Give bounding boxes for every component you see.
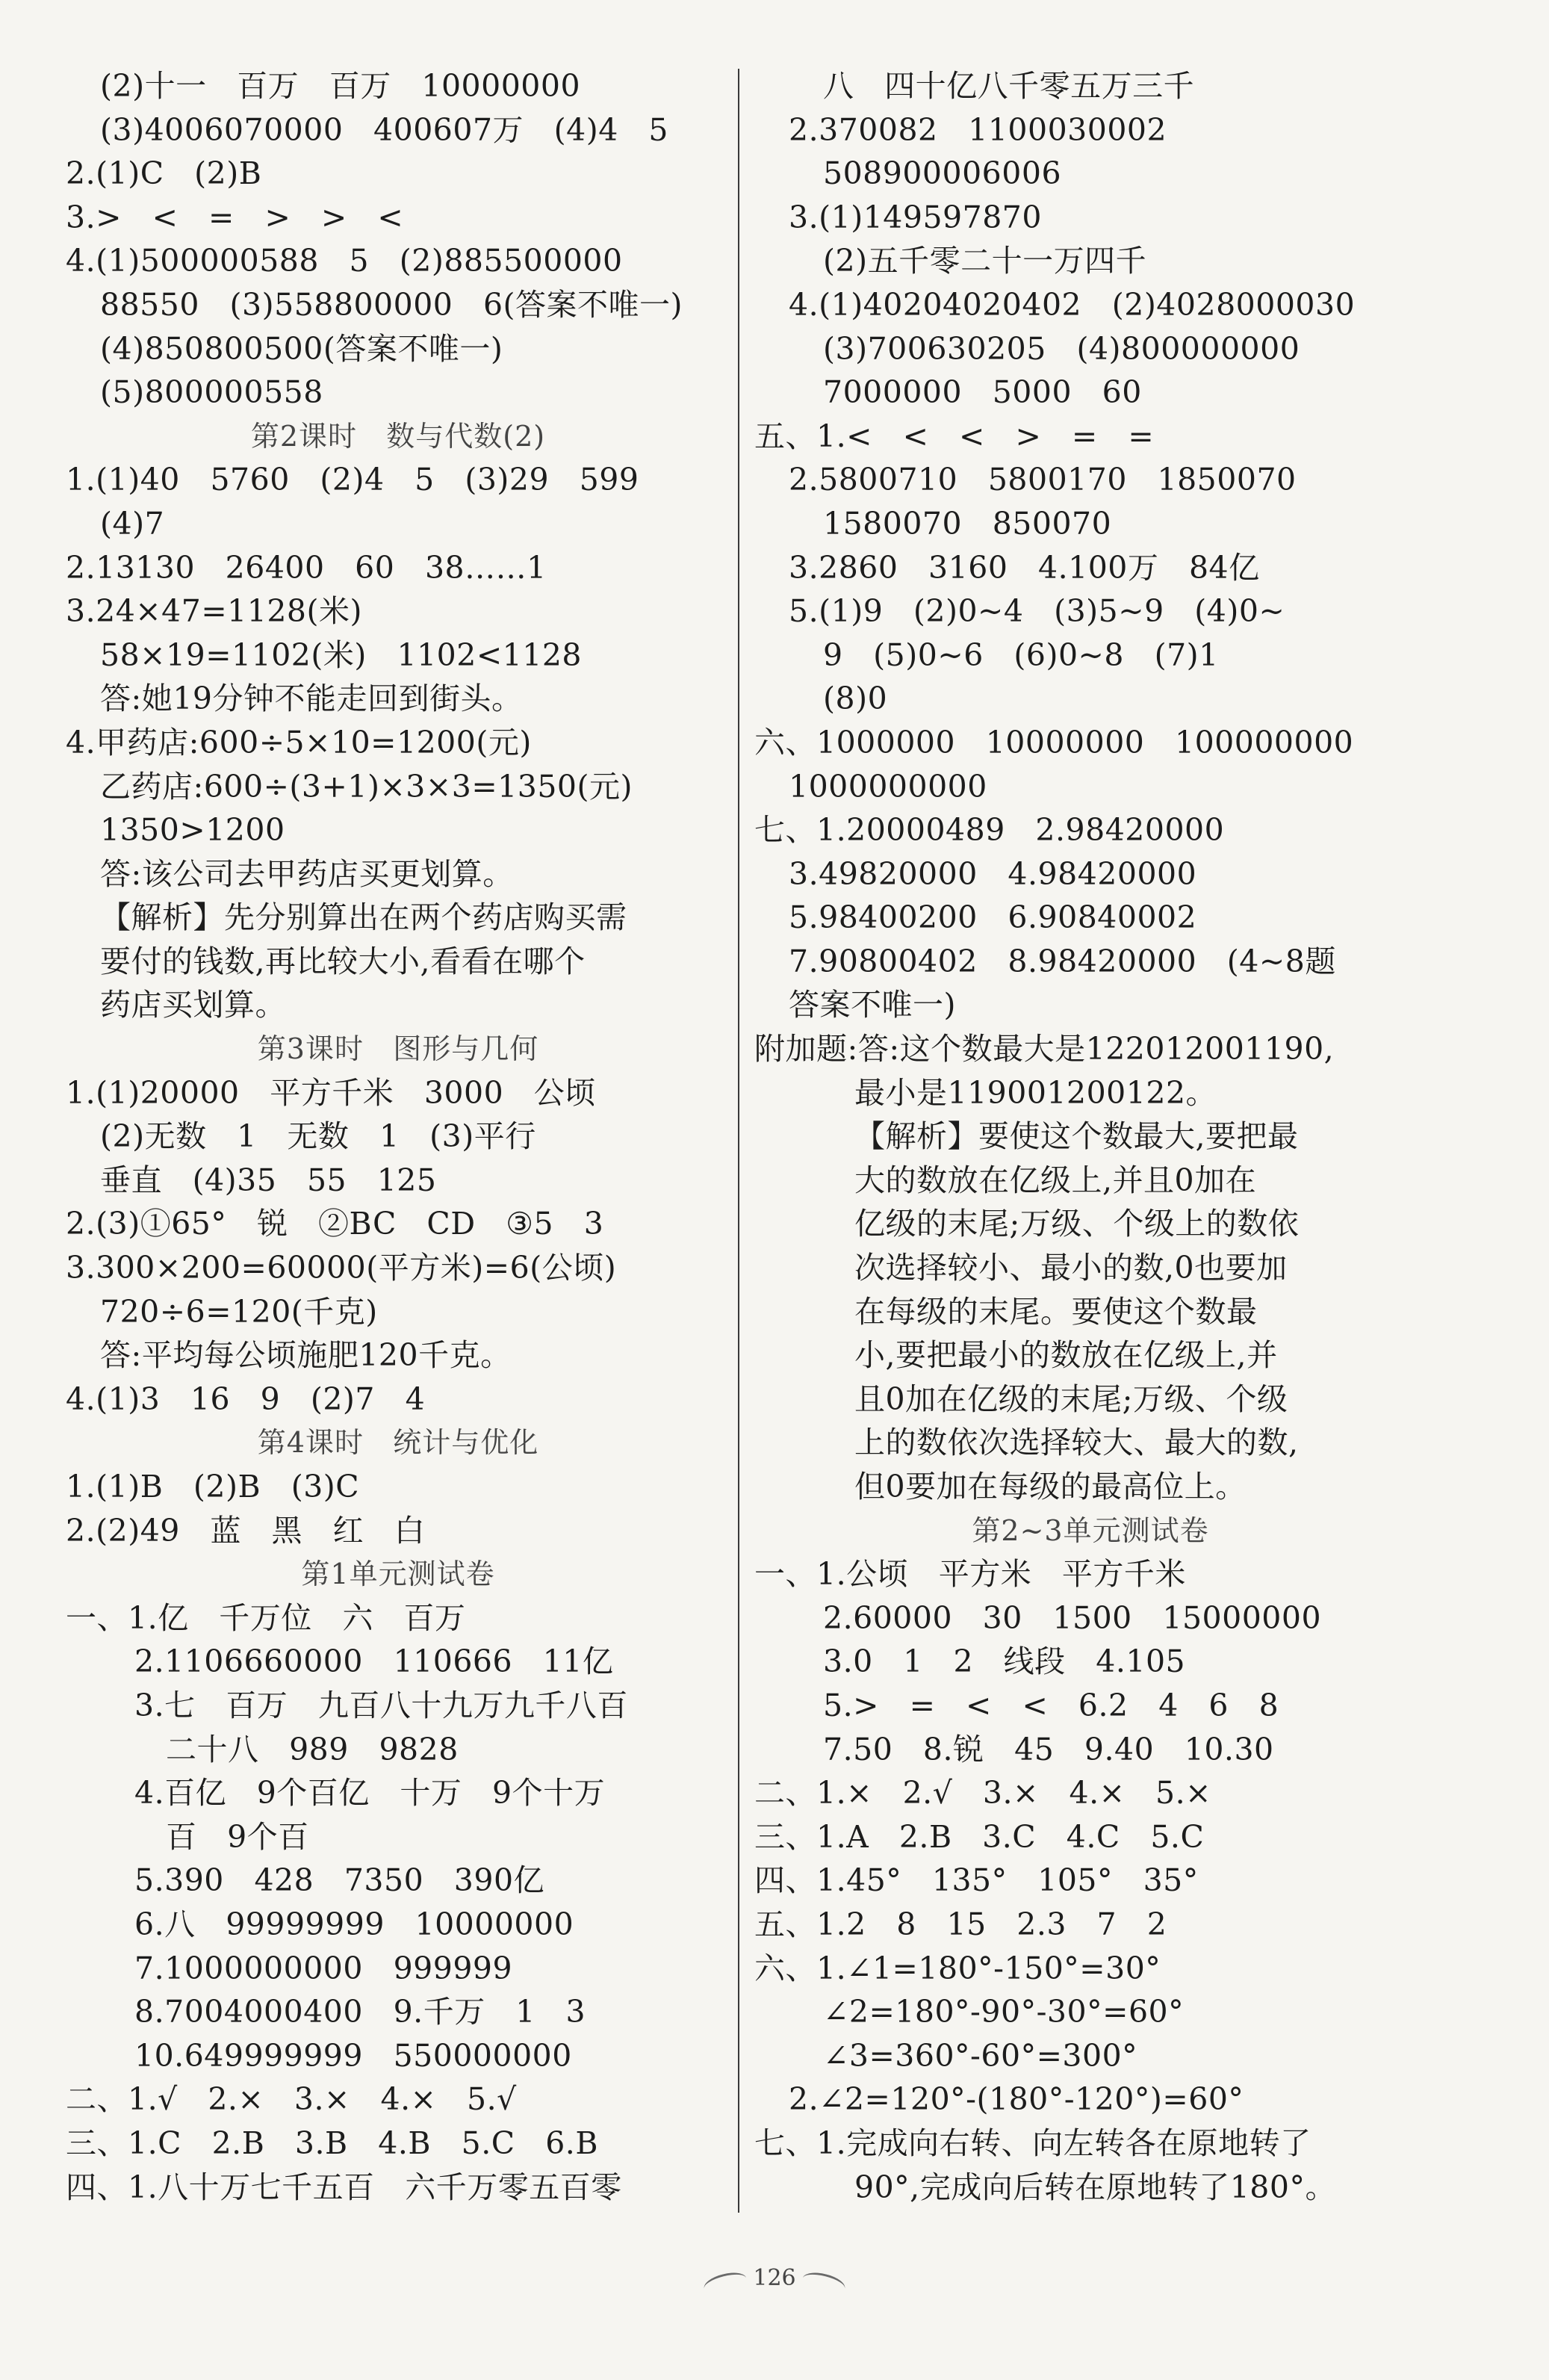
- answer-line: 3.0 1 2 线段 4.105: [823, 1643, 1186, 1680]
- answer-line: ∠2=180°-90°-30°=60°: [823, 1994, 1185, 2030]
- analysis-line: 次选择较小、最小的数,0也要加: [854, 1250, 1288, 1286]
- answer-line: 八 四十亿八千零五万三千: [823, 68, 1195, 104]
- answer-line: 2.5800710 5800170 1850070: [789, 462, 1297, 498]
- answer-line: 五、1.< < < > = =: [754, 418, 1155, 454]
- answer-line: 4.(1)3 16 9 (2)7 4: [66, 1380, 426, 1417]
- section-heading: 第2课时 数与代数(2): [250, 419, 546, 453]
- answer-line: 3.24×47=1128(米): [66, 593, 362, 630]
- answer-line: 一、1.公顷 平方米 平方千米: [754, 1556, 1186, 1593]
- answer-line: 一、1.亿 千万位 六 百万: [66, 1599, 466, 1636]
- answer-line: 88550 (3)558800000 6(答案不唯一): [100, 286, 683, 323]
- answer-line: 1.(1)B (2)B (3)C: [66, 1469, 360, 1504]
- answer-line: 2.(1)C (2)B: [66, 155, 262, 192]
- answer-line: 7000000 5000 60: [823, 374, 1142, 411]
- page-number-text: 126: [753, 2265, 796, 2291]
- answer-line: (3)4006070000 400607万 (4)4 5: [100, 111, 668, 148]
- answer-line: 7.50 8.锐 45 9.40 10.30: [823, 1731, 1274, 1767]
- answer-line: 六、1000000 10000000 100000000: [754, 724, 1354, 760]
- analysis-line: 【解析】要使这个数最大,要把最: [854, 1118, 1299, 1155]
- analysis-line: 亿级的末尾;万级、个级上的数依: [854, 1206, 1300, 1242]
- answer-line: 二、1.× 2.√ 3.× 4.× 5.×: [754, 1775, 1212, 1812]
- answer-line: 10.649999999 550000000: [134, 2037, 572, 2074]
- answer-line: 58×19=1102(米) 1102<1128: [100, 636, 583, 673]
- answer-line: 附加题:答:这个数最大是122012001190,: [754, 1031, 1335, 1067]
- answer-line: 90°,完成向后转在原地转了180°。: [854, 2169, 1336, 2205]
- answer-line: 二、1.√ 2.× 3.× 4.× 5.√: [66, 2081, 517, 2118]
- answer-line: 二十八 989 9828: [166, 1731, 459, 1767]
- answer-line: 4.(1)40204020402 (2)4028000030: [789, 286, 1356, 323]
- answer-line: 1580070 850070: [823, 505, 1112, 542]
- answer-line: 6.八 99999999 10000000: [134, 1906, 574, 1942]
- analysis-line: 药店买划算。: [100, 987, 286, 1023]
- answer-line: 七、1.完成向右转、向左转各在原地转了: [754, 2125, 1311, 2161]
- answer-line: 7.1000000000 999999: [134, 1950, 513, 1986]
- answer-line: 5.> = < < 6.2 4 6 8: [823, 1687, 1279, 1723]
- answer-line: 百 9个百: [166, 1818, 309, 1855]
- answer-line: 答:她19分钟不能走回到街头。: [100, 681, 523, 717]
- answer-line: 七、1.20000489 2.98420000: [754, 812, 1225, 849]
- answer-line: (2)五千零二十一万四千: [823, 243, 1147, 279]
- analysis-line: 小,要把最小的数放在亿级上,并: [854, 1337, 1278, 1374]
- answer-line: 1.(1)40 5760 (2)4 5 (3)29 599: [66, 462, 639, 498]
- answer-line: 4.百亿 9个百亿 十万 9个十万: [134, 1775, 606, 1812]
- analysis-line: 在每级的末尾。要使这个数最: [854, 1293, 1258, 1330]
- answer-line: 3.300×200=60000(平方米)=6(公顷): [66, 1250, 617, 1286]
- left-column: [66, 64, 730, 2209]
- answer-line: 四、1.八十万七千五百 六千万零五百零: [66, 2169, 622, 2205]
- answer-line: 7.90800402 8.98420000 (4~8题: [789, 943, 1336, 979]
- answer-line: 答案不唯一): [789, 987, 956, 1023]
- answer-line: 4.(1)500000588 5 (2)885500000: [66, 243, 623, 279]
- right-column: [754, 64, 1427, 2209]
- answer-line: 2.60000 30 1500 15000000: [823, 1599, 1322, 1636]
- answer-line: 3.七 百万 九百八十九万九千八百: [134, 1687, 628, 1723]
- answer-line: 答:该公司去甲药店买更划算。: [100, 855, 514, 892]
- answer-line: 2.∠2=120°-(180°-120°)=60°: [789, 2081, 1244, 2118]
- answer-line: 答:平均每公顷施肥120千克。: [100, 1337, 512, 1374]
- analysis-line: 且0加在亿级的末尾;万级、个级: [854, 1380, 1288, 1417]
- analysis-line: 要付的钱数,再比较大小,看看在哪个: [100, 943, 586, 979]
- answer-line: 4.甲药店:600÷5×10=1200(元): [66, 724, 532, 760]
- answer-line: 六、1.∠1=180°-150°=30°: [754, 1950, 1161, 1986]
- answer-line: 5.390 428 7350 390亿: [134, 1862, 545, 1899]
- answer-line: 3.49820000 4.98420000: [789, 855, 1197, 892]
- section-heading: 第1单元测试卷: [301, 1558, 495, 1591]
- answer-line: 3.2860 3160 4.100万 84亿: [789, 549, 1260, 586]
- answer-line: 8.7004000400 9.千万 1 3: [134, 1994, 586, 2030]
- answer-line: (2)无数 1 无数 1 (3)平行: [100, 1118, 536, 1155]
- page-number: [0, 2259, 1549, 2307]
- answer-line: 三、1.A 2.B 3.C 4.C 5.C: [754, 1818, 1205, 1855]
- answer-line: 四、1.45° 135° 105° 35°: [754, 1862, 1199, 1899]
- answer-line: (3)700630205 (4)800000000: [823, 330, 1300, 367]
- answer-line: 1350>1200: [100, 812, 285, 849]
- answer-line: 乙药店:600÷(3+1)×3×3=1350(元): [100, 768, 633, 805]
- section-heading: 第3课时 图形与几何: [257, 1032, 539, 1066]
- answer-line: 三、1.C 2.B 3.B 4.B 5.C 6.B: [66, 2125, 598, 2161]
- analysis-line: 【解析】先分别算出在两个药店购买需: [100, 899, 627, 936]
- answer-line: 5.98400200 6.90840002: [789, 899, 1197, 936]
- answer-line: (5)800000558: [100, 374, 323, 411]
- answer-line: (4)850800500(答案不唯一): [100, 330, 503, 367]
- answer-line: 五、1.2 8 15 2.3 7 2: [754, 1906, 1167, 1942]
- analysis-line: 但0要加在每级的最高位上。: [854, 1469, 1247, 1504]
- answer-line: 最小是119001200122。: [854, 1074, 1217, 1111]
- answer-line: 2.13130 26400 60 38……1: [66, 549, 547, 586]
- section-heading: 第2~3单元测试卷: [972, 1513, 1209, 1547]
- page-number-ornament: [704, 2259, 845, 2304]
- answer-line: (8)0: [823, 681, 888, 717]
- answer-line: (2)十一 百万 百万 10000000: [100, 68, 581, 104]
- answer-line: 508900006006: [823, 155, 1062, 192]
- answer-line: 5.(1)9 (2)0~4 (3)5~9 (4)0~: [789, 593, 1285, 630]
- answer-line: 1.(1)20000 平方千米 3000 公顷: [66, 1074, 596, 1111]
- column-divider: [738, 69, 739, 2213]
- answer-line: 3.(1)149597870: [789, 199, 1042, 235]
- answer-line: 1000000000: [789, 768, 987, 805]
- answer-line: 720÷6=120(千克): [100, 1293, 378, 1330]
- answer-line: 2.1106660000 110666 11亿: [134, 1643, 614, 1680]
- answer-line: 3.> < = > > <: [66, 199, 404, 235]
- answer-line: 2.370082 1100030002: [789, 111, 1167, 148]
- answer-line: 2.(3)①65° 锐 ②BC CD ③5 3: [66, 1206, 604, 1242]
- answer-line: 垂直 (4)35 55 125: [100, 1162, 437, 1198]
- answer-line: 9 (5)0~6 (6)0~8 (7)1: [823, 636, 1219, 673]
- answer-line: (4)7: [100, 505, 165, 542]
- section-heading: 第4课时 统计与优化: [257, 1426, 539, 1460]
- analysis-line: 大的数放在亿级上,并且0加在: [854, 1162, 1257, 1198]
- answer-line: ∠3=360°-60°=300°: [823, 2037, 1138, 2074]
- answer-line: 2.(2)49 蓝 黑 红 白: [66, 1512, 426, 1549]
- analysis-line: 上的数依次选择较大、最大的数,: [854, 1425, 1299, 1461]
